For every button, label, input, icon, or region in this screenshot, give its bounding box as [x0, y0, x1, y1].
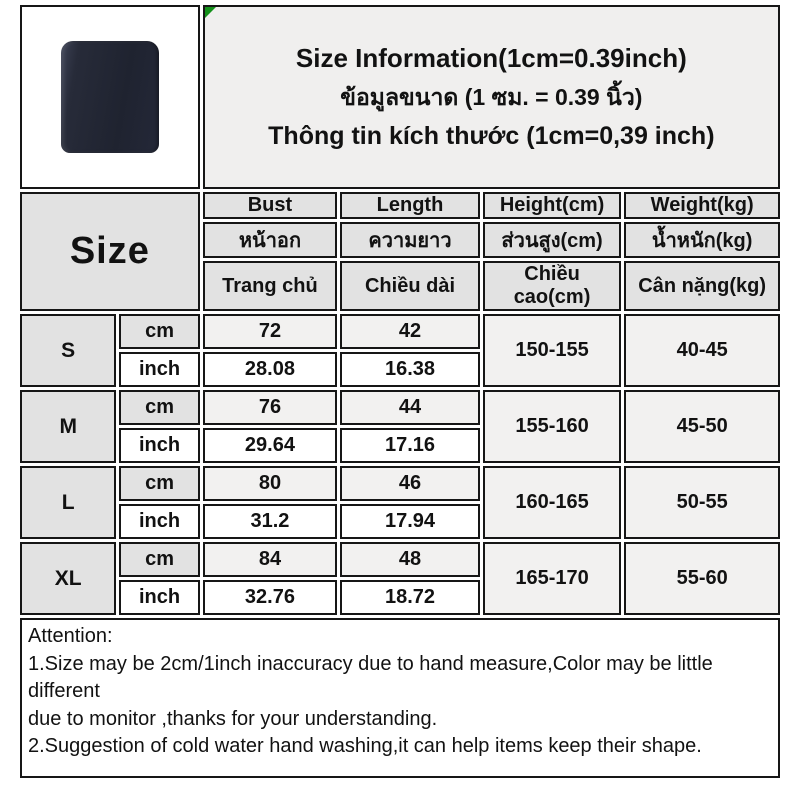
height-range-l: 160-165 — [483, 466, 622, 539]
bust-inch-m: 29.64 — [203, 428, 338, 463]
unit-inch-s: inch — [119, 352, 199, 387]
length-cm-m: 44 — [340, 390, 480, 425]
col-header-length-vi: Chiều dài — [340, 261, 480, 311]
col-header-weight-en: Weight(kg) — [624, 192, 780, 219]
bust-inch-l: 31.2 — [203, 504, 338, 539]
weight-range-l: 50-55 — [624, 466, 780, 539]
col-header-bust-vi: Trang chủ — [203, 261, 338, 311]
product-image-cell — [20, 5, 200, 189]
weight-range-xl: 55-60 — [624, 542, 780, 615]
size-label-l: L — [20, 466, 116, 539]
attention-line-3: 2.Suggestion of cold water hand washing,it can help items keep their shape. — [28, 735, 702, 757]
col-header-weight-vi: Cân nặng(kg) — [624, 261, 780, 311]
attention-line-1: 1.Size may be 2cm/1inch inaccuracy due to hand measure,Color may be little different — [28, 652, 713, 702]
bust-cm-s: 72 — [203, 314, 338, 349]
col-header-length-th: ความยาว — [340, 222, 480, 258]
bust-cm-l: 80 — [203, 466, 338, 501]
unit-inch-xl: inch — [119, 580, 199, 615]
size-header-cell: Size — [20, 192, 200, 311]
unit-cm-s: cm — [119, 314, 199, 349]
height-range-s: 150-155 — [483, 314, 622, 387]
title-cell — [203, 5, 780, 189]
bust-cm-m: 76 — [203, 390, 338, 425]
green-corner-marker-icon — [205, 7, 216, 18]
product-photo-tube-top — [61, 41, 159, 153]
col-header-bust-en: Bust — [203, 192, 338, 219]
title-thai: ข้อมูลขนาด (1 ซม. = 0.39 นิ้ว) — [340, 84, 643, 110]
unit-inch-m: inch — [119, 428, 199, 463]
size-table — [17, 2, 783, 781]
length-inch-l: 17.94 — [340, 504, 480, 539]
weight-range-m: 45-50 — [624, 390, 780, 463]
bust-inch-s: 28.08 — [203, 352, 338, 387]
length-cm-s: 42 — [340, 314, 480, 349]
unit-cm-xl: cm — [119, 542, 199, 577]
height-range-xl: 165-170 — [483, 542, 622, 615]
title-english: Size Information(1cm=0.39inch) — [295, 43, 687, 73]
col-header-height-vi: Chiều cao(cm) — [483, 261, 622, 311]
size-label-xl: XL — [20, 542, 116, 615]
attention-heading: Attention: — [28, 625, 113, 647]
unit-cm-m: cm — [119, 390, 199, 425]
col-header-length-en: Length — [340, 192, 480, 219]
attention-line-2: due to monitor ,thanks for your understanding. — [28, 707, 438, 730]
unit-inch-l: inch — [119, 504, 199, 539]
title-vietnamese: Thông tin kích thước (1cm=0,39 inch) — [268, 122, 715, 150]
length-cm-l: 46 — [340, 466, 480, 501]
length-inch-m: 17.16 — [340, 428, 480, 463]
weight-range-s: 40-45 — [624, 314, 780, 387]
col-header-weight-th: น้ำหนัก(kg) — [624, 222, 780, 258]
bust-cm-xl: 84 — [203, 542, 338, 577]
attention-note-cell — [20, 618, 780, 778]
col-header-bust-th: หน้าอก — [203, 222, 338, 258]
length-cm-xl: 48 — [340, 542, 480, 577]
bust-inch-xl: 32.76 — [203, 580, 338, 615]
col-header-height-en: Height(cm) — [483, 192, 622, 219]
height-range-m: 155-160 — [483, 390, 622, 463]
size-label-s: S — [20, 314, 116, 387]
size-label-m: M — [20, 390, 116, 463]
unit-cm-l: cm — [119, 466, 199, 501]
length-inch-xl: 18.72 — [340, 580, 480, 615]
col-header-height-th: ส่วนสูง(cm) — [483, 222, 622, 258]
length-inch-s: 16.38 — [340, 352, 480, 387]
